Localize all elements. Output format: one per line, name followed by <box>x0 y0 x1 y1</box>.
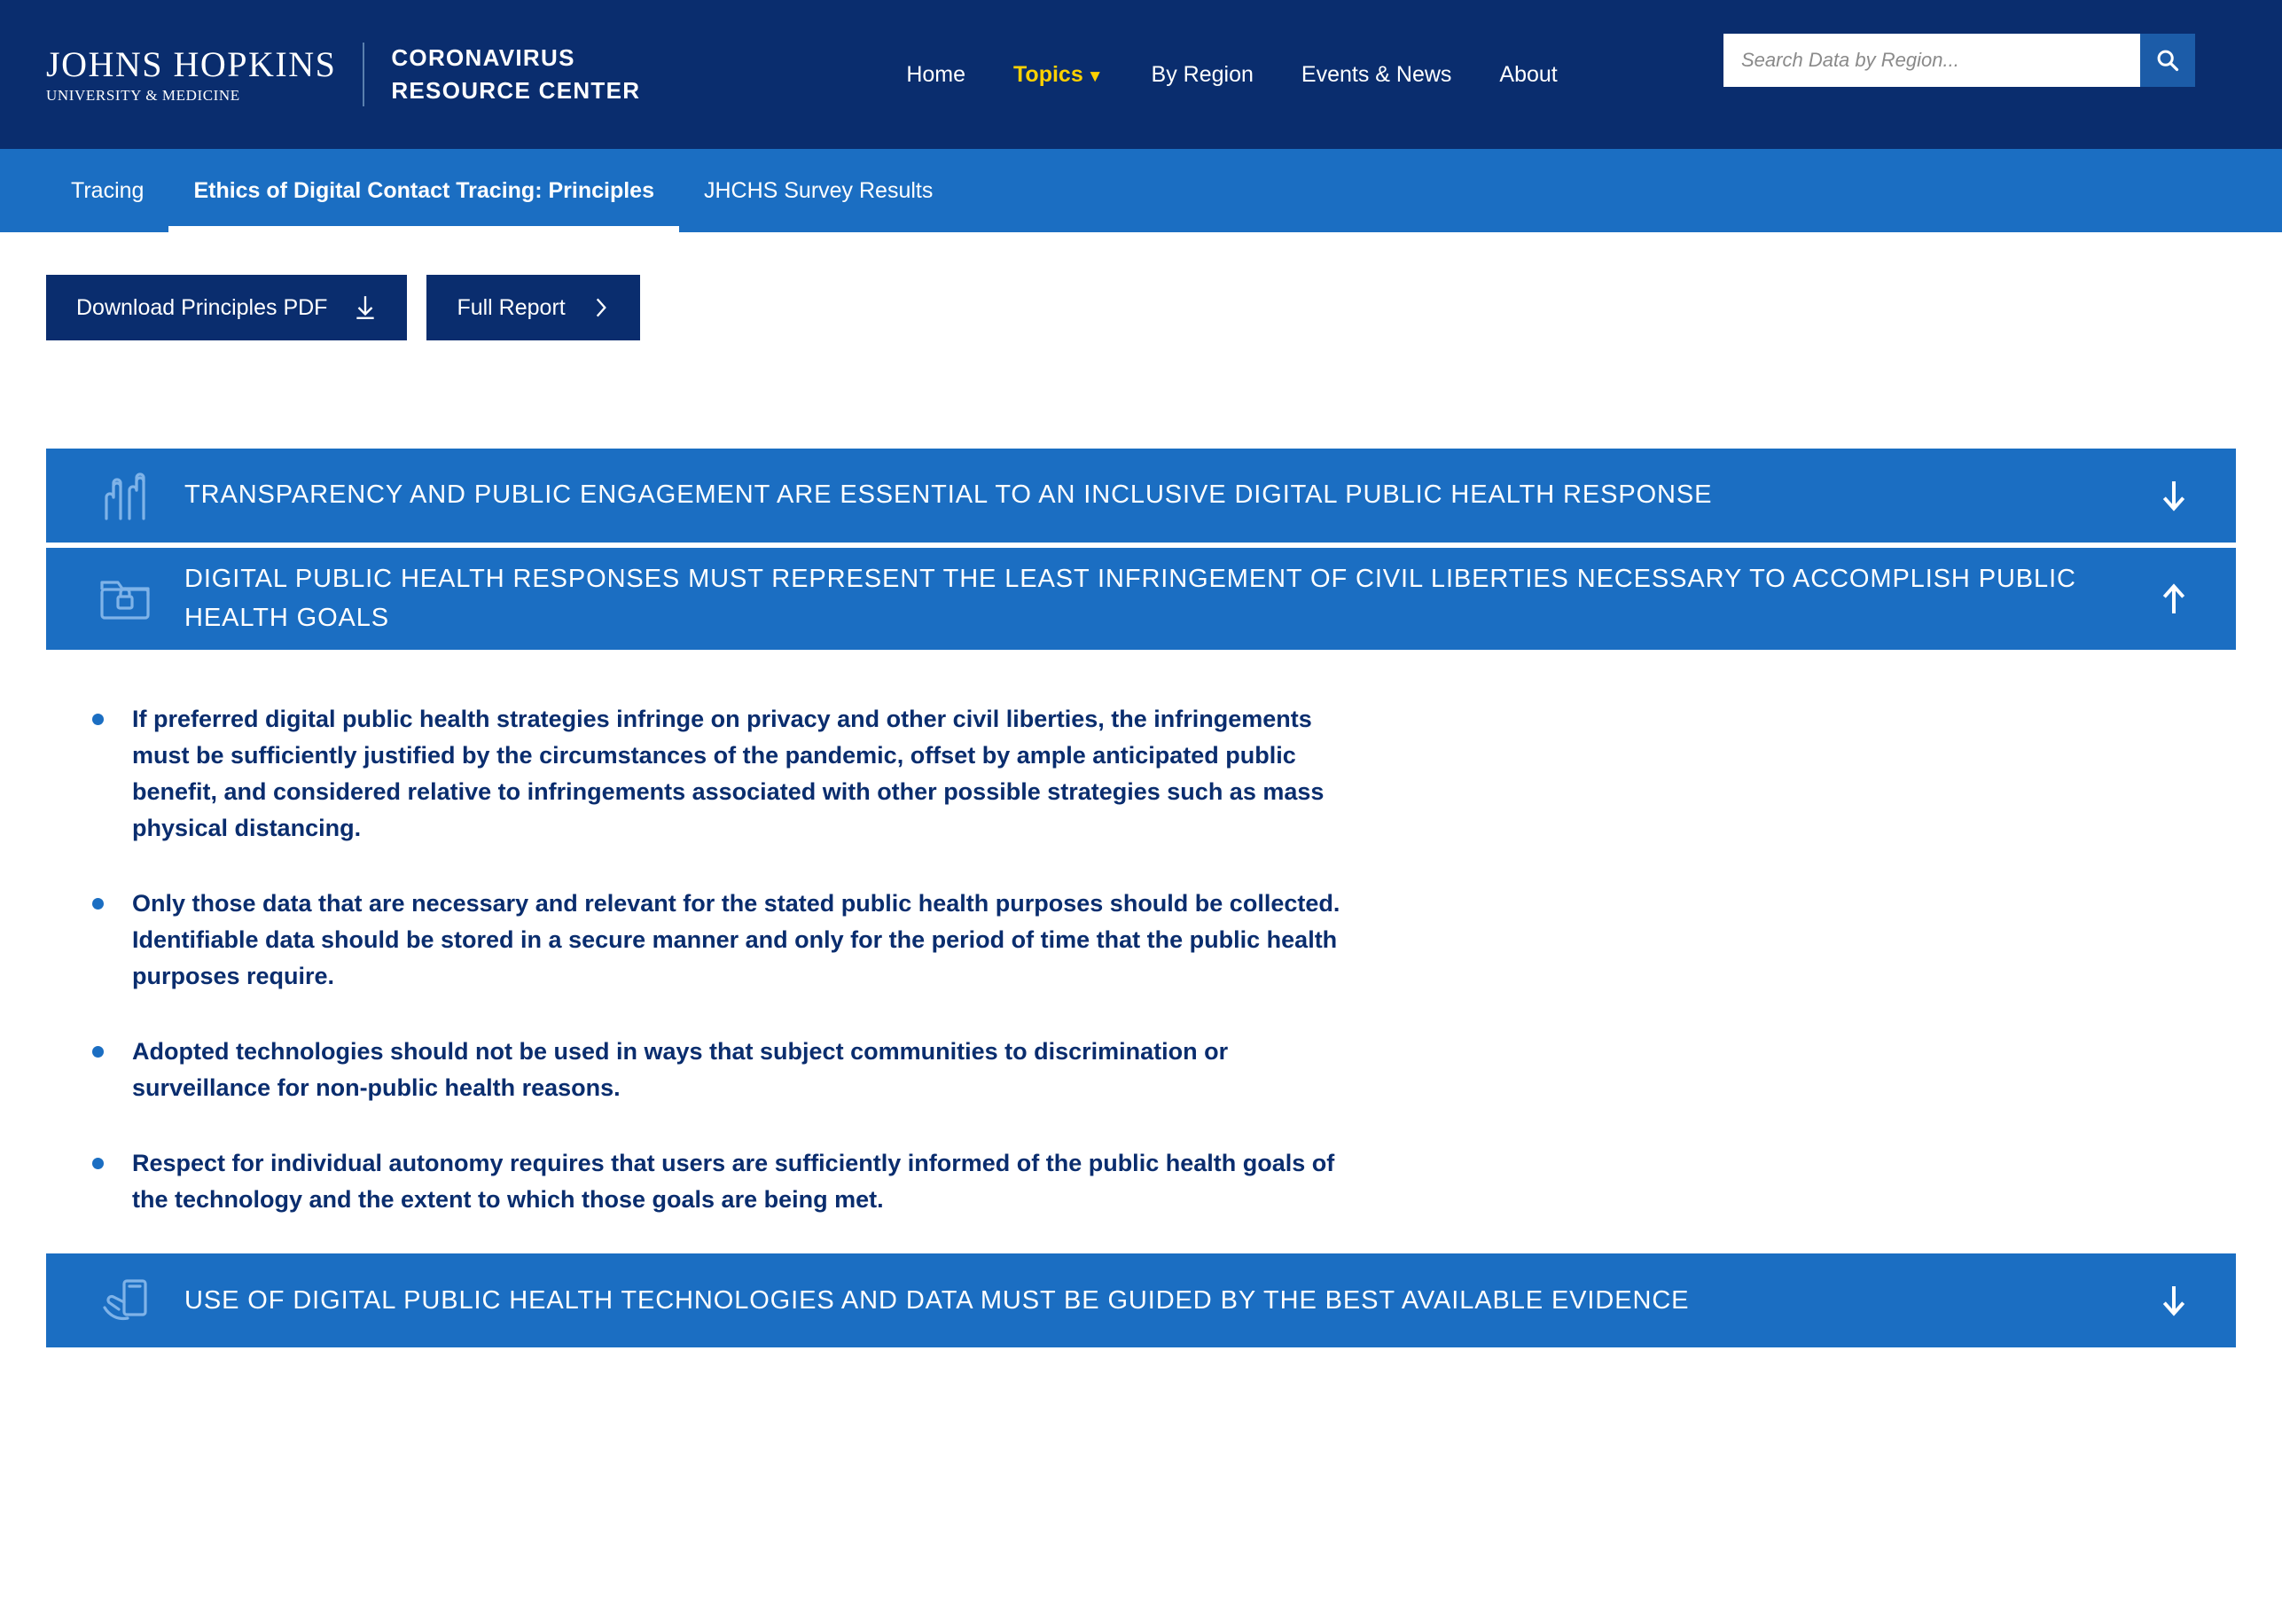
nav-item-about[interactable]: About <box>1499 61 1558 87</box>
site-title[interactable] <box>391 42 640 107</box>
nav-item-home[interactable]: Home <box>906 61 966 87</box>
tab-ethics-of-digital-contact-tracing-principles[interactable]: Ethics of Digital Contact Tracing: Principles <box>168 149 679 232</box>
search-button[interactable] <box>2140 34 2195 87</box>
list-item: If preferred digital public health strategies infringe on privacy and other civil liberties, the infringements must be sufficiently justified by the circumstances of the pandemic, offset by ample anticipated public benefit, and considered relative to infringements associated with other possible strategies such as mass physical distancing. <box>92 701 1360 847</box>
tab-tracing[interactable]: Tracing <box>71 177 145 203</box>
accordion-title-least-infringement: DIGITAL PUBLIC HEALTH RESPONSES MUST REPRESENT THE LEAST INFRINGEMENT OF CIVIL LIBERTIES NECESSARY TO ACCOMPLISH PUBLIC HEALTH GOALS <box>184 565 2076 632</box>
list-item: Only those data that are necessary and relevant for the stated public health purposes should be collected. Identifiable data should be stored in a secure manner and only for the period of time that the public health purposes require. <box>92 886 1360 995</box>
accordion-header-least-infringement[interactable] <box>46 548 2236 650</box>
page-bottom-spacer <box>0 1353 2282 1388</box>
full-report-label: Full Report <box>457 294 566 320</box>
nav-item-by-region[interactable]: By Region <box>1151 61 1254 87</box>
list-item: Adopted technologies should not be used in ways that subject communities to discrimination or surveillance for non-public health reasons. <box>92 1034 1360 1106</box>
arrow-down-icon[interactable] <box>2147 478 2200 513</box>
site-title-line1: CORONAVIRUS <box>391 44 575 72</box>
nav-item-topics[interactable] <box>1013 62 1104 88</box>
accordion-header-transparency[interactable] <box>46 449 2236 543</box>
jhu-logo-line2: UNIVERSITY & MEDICINE <box>46 86 240 104</box>
tab-jhchs-survey-results[interactable]: JHCHS Survey Results <box>703 177 934 203</box>
main-navigation <box>906 62 1557 88</box>
arrow-down-icon[interactable] <box>2147 1283 2200 1318</box>
brand-block[interactable] <box>46 42 640 107</box>
accordion-title-best-available-evidence: USE OF DIGITAL PUBLIC HEALTH TECHNOLOGIES AND DATA MUST BE GUIDED BY THE BEST AVAILABLE EVIDENCE <box>184 1285 1690 1315</box>
download-principles-pdf-button[interactable] <box>46 275 407 340</box>
jhu-logo[interactable] <box>46 43 363 104</box>
list-item: Respect for individual autonomy requires that users are sufficiently informed of the public health goals of the technology and the extent to which those goals are being met. <box>92 1145 1360 1218</box>
nav-item-events-news[interactable]: Events & News <box>1301 61 1452 87</box>
search-icon <box>2155 48 2180 73</box>
accordion-header-best-available-evidence[interactable] <box>46 1253 2236 1347</box>
download-arrow-icon <box>354 294 377 321</box>
sub-navigation <box>0 149 2282 232</box>
search-input[interactable] <box>1723 34 2140 87</box>
full-report-button[interactable] <box>426 275 639 340</box>
principles-accordion-list <box>0 340 2282 1347</box>
principle-bullet-list <box>92 701 1360 1218</box>
raised-hands-icon <box>76 471 174 520</box>
action-buttons <box>0 232 2282 340</box>
hand-holding-phone-icon <box>76 1276 174 1325</box>
chevron-right-icon <box>592 294 610 321</box>
nav-item-topics-label: Topics <box>1013 61 1083 87</box>
search-box <box>1723 34 2195 87</box>
arrow-up-icon[interactable] <box>2147 582 2200 617</box>
logo-divider <box>363 43 364 106</box>
jhu-logo-line1: JOHNS HOPKINS <box>46 43 337 84</box>
locked-folder-icon <box>76 574 174 625</box>
site-title-line2: RESOURCE CENTER <box>391 77 641 104</box>
download-principles-pdf-label: Download Principles PDF <box>76 294 328 320</box>
chevron-down-icon: ▼ <box>1086 66 1104 86</box>
accordion-panel-least-infringement <box>46 655 2236 1253</box>
accordion-title-transparency: TRANSPARENCY AND PUBLIC ENGAGEMENT ARE ESSENTIAL TO AN INCLUSIVE DIGITAL PUBLIC HEALTH RESPONSE <box>184 480 1713 510</box>
site-header <box>0 0 2282 149</box>
